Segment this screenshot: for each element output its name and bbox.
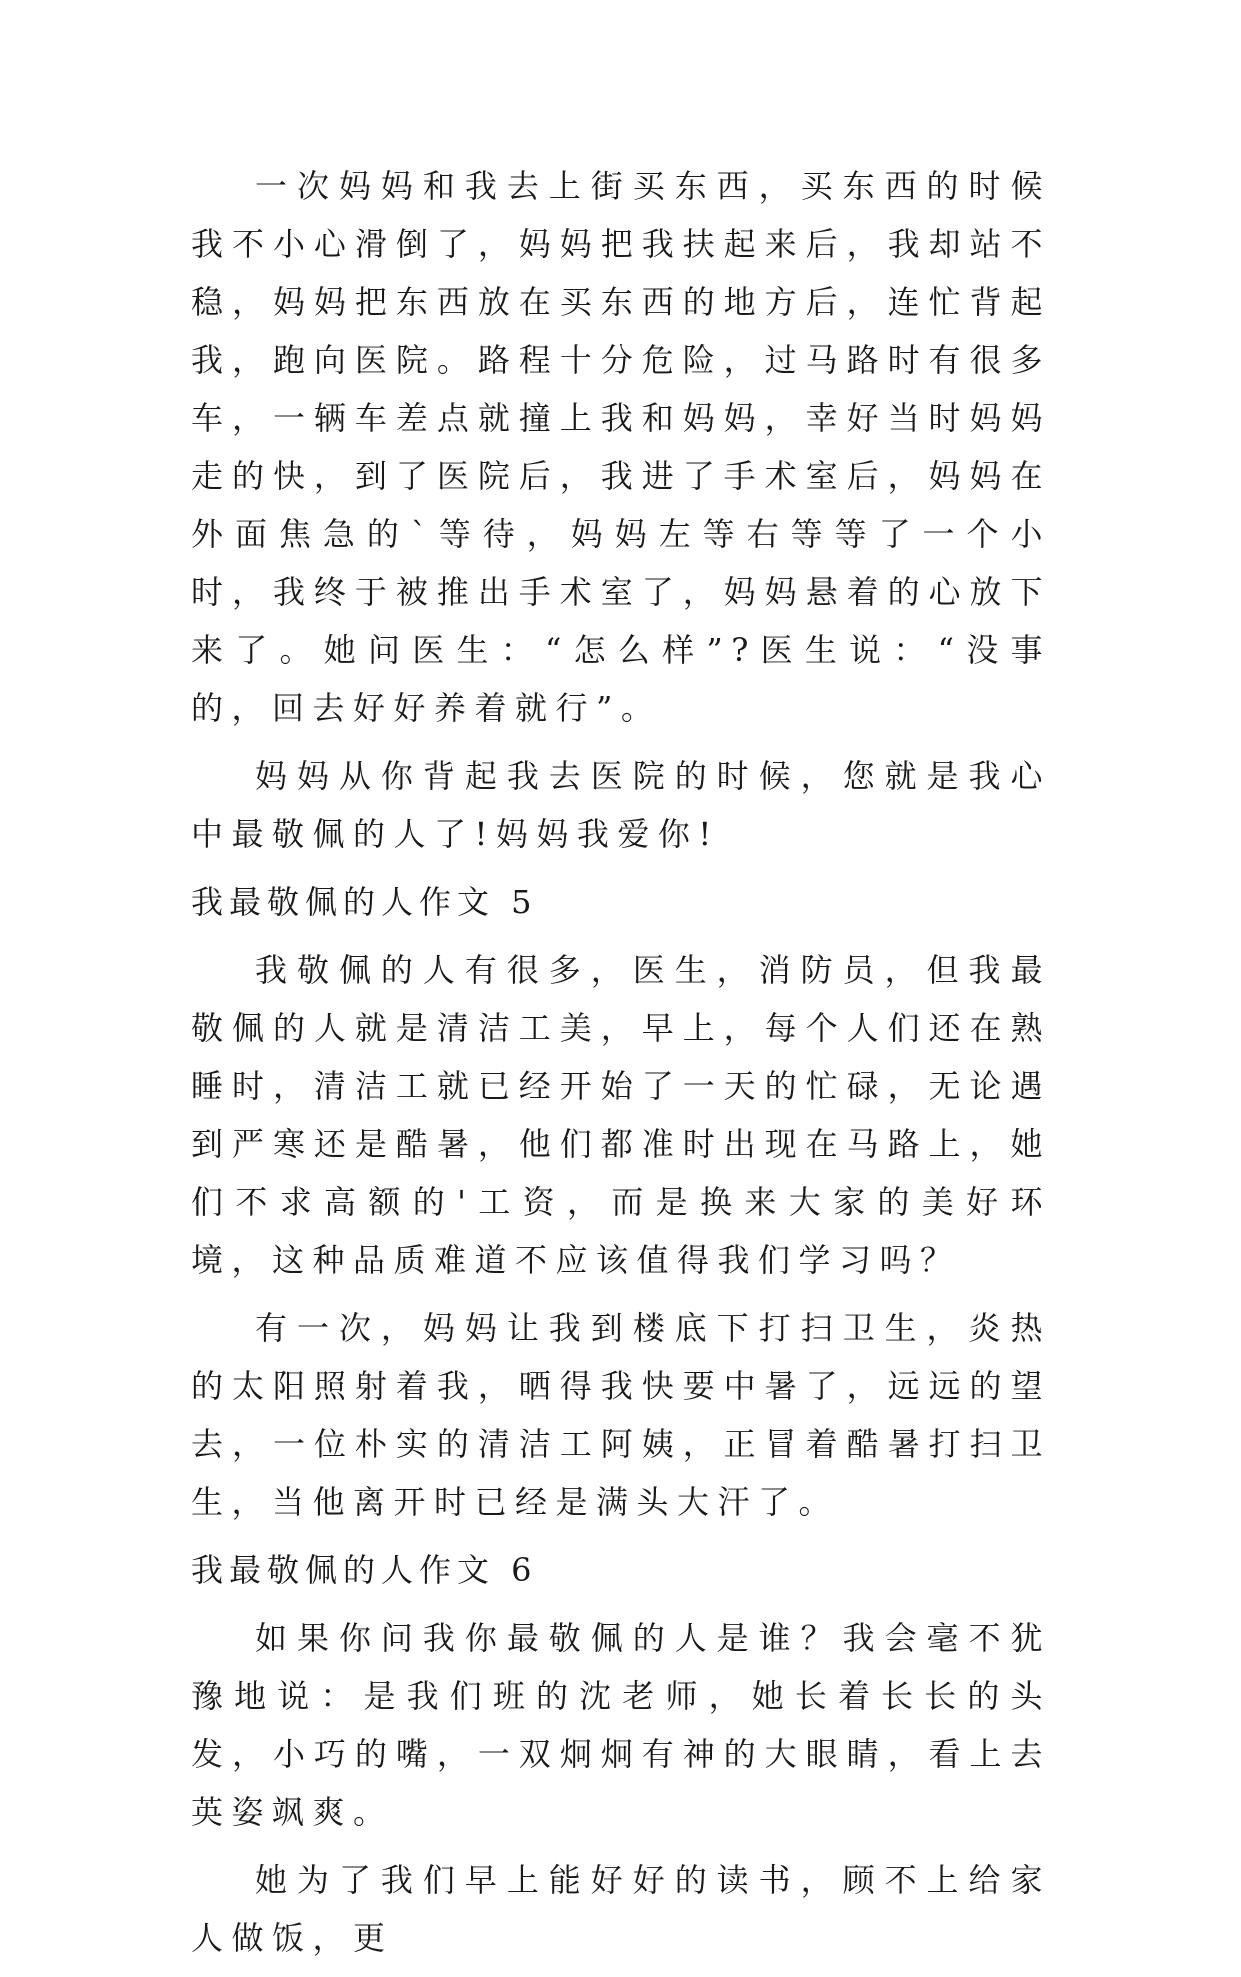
paragraph: 一次妈妈和我去上街买东西，买东西的时候我不小心滑倒了，妈妈把我扶起来后，我却站不稳，妈妈把东西放在买东西的地方后，连忙背起我，跑向医院。路程十分危险，过马路时有很多车，一辆车差点就撞上我和妈妈，幸好当时妈妈走的快，到了医院后，我进了手术室后，妈妈在外面焦急的`等待，妈妈左等右等等了一个小时，我终于被推出手术室了，妈妈悬着的心放下来了。她问医生：“怎么样”?医生说：“没事的，回去好好养着就行”。	[191, 167, 1051, 727]
paragraph: 她为了我们早上能好好的读书，顾不上给家人做饭，更	[191, 1861, 1051, 1957]
paragraph: 有一次，妈妈让我到楼底下打扫卫生，炎热的太阳照射着我，晒得我快要中暑了，远远的望去，一位朴实的清洁工阿姨，正冒着酷暑打扫卫生，当他离开时已经是满头大汗了。	[191, 1309, 1051, 1521]
paragraph: 妈妈从你背起我去医院的时候，您就是我心中最敬佩的人了!妈妈我爱你!	[191, 757, 1051, 853]
paragraph: 我敬佩的人有很多，医生，消防员，但我最敬佩的人就是清洁工美，早上，每个人们还在熟睡时，清洁工就已经开始了一天的忙碌，无论遇到严寒还是酷暑，他们都准时出现在马路上，她们不求高额的'工资，而是换来大家的美好环境，这种品质难道不应该值得我们学习吗？	[191, 951, 1051, 1279]
section-heading: 我最敬佩的人作文 6	[191, 1551, 538, 1589]
section-heading: 我最敬佩的人作文 5	[191, 883, 538, 921]
document-body	[191, 157, 1051, 1977]
paragraph: 如果你问我你最敬佩的人是谁？我会毫不犹豫地说：是我们班的沈老师，她长着长长的头发，小巧的嘴，一双炯炯有神的大眼睛，看上去英姿飒爽。	[191, 1619, 1051, 1831]
